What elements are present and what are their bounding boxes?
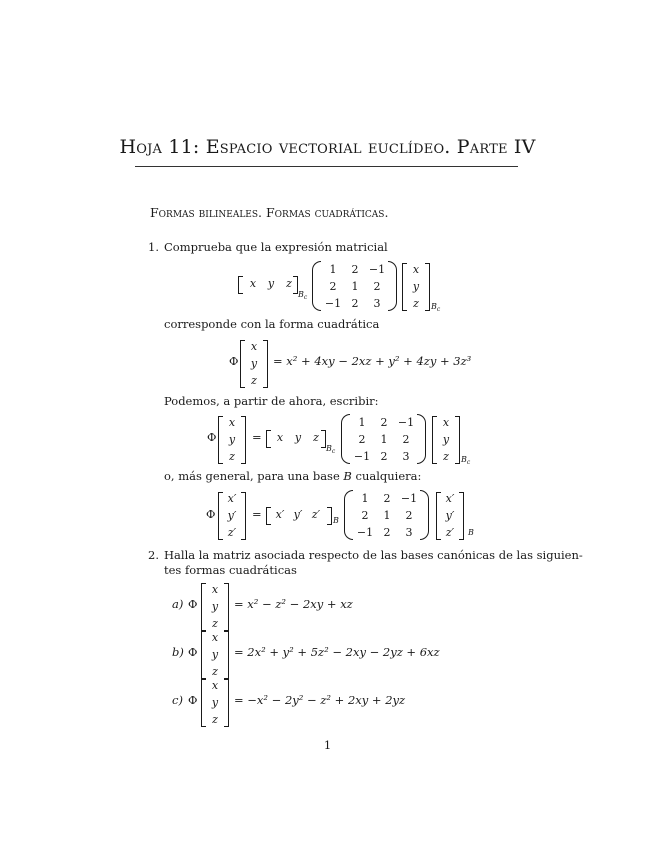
- coefficient-matrix: [322, 261, 388, 312]
- vector-entry: z: [251, 374, 257, 387]
- vector-entry: z: [443, 450, 449, 463]
- bracket-right: [263, 340, 268, 388]
- column-vector: [223, 490, 241, 541]
- problem-1-podemos: Podemos, a partir de ahora, escribir:: [164, 394, 379, 408]
- matrix-entry: −1: [356, 526, 374, 539]
- vector-entry: z: [229, 450, 235, 463]
- matrix-entry: 1: [361, 492, 369, 505]
- item-label: b): [172, 645, 184, 659]
- vector-entry: x: [442, 416, 450, 429]
- basis-label: $B_c$: [461, 455, 471, 466]
- matrix-entry: 2: [383, 492, 391, 505]
- phi-symbol: Φ: [188, 693, 198, 707]
- problem-1-general: o, más general, para una base B cualquiera:: [164, 469, 422, 483]
- vector-entry: x: [250, 340, 258, 353]
- section-title: Formas bilineales. Formas cuadráticas.: [150, 205, 389, 220]
- matrix-entry: 2: [329, 280, 337, 293]
- matrix-entry: 1: [383, 509, 391, 522]
- column-vector: [441, 490, 459, 541]
- paren-left: [344, 490, 353, 540]
- vector-entry: y: [267, 277, 275, 290]
- vector-entry: y: [412, 280, 420, 293]
- column-vector: [437, 414, 455, 465]
- matrix-entry: −1: [397, 416, 415, 429]
- title-rule: [135, 166, 518, 167]
- matrix-entry: 2: [373, 280, 381, 293]
- basis-label: $B_c$: [298, 290, 308, 301]
- vector-entry: y′: [227, 509, 237, 522]
- basis-label: $B_c$: [431, 302, 441, 313]
- paren-left: [341, 414, 350, 464]
- bracket-right: [241, 416, 246, 464]
- phi-symbol: Φ: [229, 354, 239, 368]
- item-expression: = −x² − 2y² − z² + 2xy + 2yz: [234, 693, 406, 707]
- item-label: c): [172, 693, 183, 707]
- vector-entry: z′: [311, 508, 321, 521]
- vector-entry: z′: [445, 526, 455, 539]
- vector-entry: z: [286, 277, 292, 290]
- matrix-entry: 2: [361, 509, 369, 522]
- problem-2-intro-line1: Halla la matriz asociada respecto de las bases canónicas de las siguien-: [164, 548, 583, 562]
- vector-entry: x′: [445, 492, 455, 505]
- matrix-entry: 3: [373, 297, 381, 310]
- equals-sign: =: [252, 430, 262, 444]
- vector-entry: y: [250, 357, 258, 370]
- paren-right: [388, 261, 397, 311]
- matrix-entry: 3: [405, 526, 413, 539]
- phi-symbol: Φ: [188, 597, 198, 611]
- phi-symbol: Φ: [188, 645, 198, 659]
- equals-sign: =: [252, 507, 262, 521]
- bracket-right: [455, 416, 460, 464]
- matrix-entry: 2: [383, 526, 391, 539]
- matrix-entry: 2: [351, 297, 359, 310]
- vector-entry: x: [228, 416, 236, 429]
- matrix-entry: 2: [405, 509, 413, 522]
- paren-right: [420, 490, 429, 540]
- paren-left: [312, 261, 321, 311]
- problem-2-number: 2.: [148, 548, 159, 562]
- matrix-entry: 2: [402, 433, 410, 446]
- vector-entry: z: [212, 617, 218, 630]
- vector-entry: y: [211, 648, 219, 661]
- vector-entry: y: [442, 433, 450, 446]
- row-vector: [244, 275, 298, 292]
- basis-label: B: [333, 516, 339, 525]
- matrix-entry: 2: [351, 263, 359, 276]
- coefficient-matrix: [351, 414, 417, 465]
- row-vector: [271, 429, 325, 446]
- matrix-entry: −1: [324, 297, 342, 310]
- bracket-right: [224, 631, 229, 679]
- vector-entry: x: [249, 277, 257, 290]
- matrix-entry: −1: [368, 263, 386, 276]
- column-vector: [223, 414, 241, 465]
- coefficient-matrix: [354, 490, 420, 541]
- bracket-right: [241, 492, 246, 540]
- column-vector: [407, 261, 425, 312]
- matrix-entry: 2: [380, 450, 388, 463]
- bracket-right: [425, 263, 430, 311]
- vector-entry: x′: [275, 508, 285, 521]
- vector-entry: z: [212, 713, 218, 726]
- vector-entry: y′: [445, 509, 455, 522]
- vector-entry: y′: [293, 508, 303, 521]
- phi-symbol: Φ: [207, 430, 217, 444]
- item-expression: = 2x² + y² + 5z² − 2xy − 2yz + 6xz: [234, 645, 440, 659]
- vector-entry: x: [412, 263, 420, 276]
- problem-1-corresponds: corresponde con la forma cuadrática: [164, 317, 380, 331]
- matrix-entry: 1: [380, 433, 388, 446]
- vector-entry: y: [228, 433, 236, 446]
- column-vector: [206, 581, 224, 632]
- vector-entry: x′: [227, 492, 237, 505]
- quadratic-form: = x² + 4xy − 2xz + y² + 4zy + 3z³: [273, 354, 472, 368]
- basis-label: $B_c$: [326, 444, 336, 455]
- problem-1-number: 1.: [148, 240, 159, 254]
- page-title: Hoja 11: Espacio vectorial euclídeo. Parte IV: [119, 136, 536, 158]
- bracket-right: [224, 679, 229, 727]
- vector-entry: y: [211, 696, 219, 709]
- vector-entry: y: [211, 600, 219, 613]
- vector-entry: x: [211, 631, 219, 644]
- vector-entry: z: [313, 431, 319, 444]
- vector-entry: z′: [227, 526, 237, 539]
- item-label: a): [172, 597, 184, 611]
- matrix-entry: 1: [358, 416, 366, 429]
- row-vector: [271, 506, 325, 523]
- matrix-entry: 2: [358, 433, 366, 446]
- bracket-right: [224, 583, 229, 631]
- matrix-entry: 1: [351, 280, 359, 293]
- bracket-right: [327, 507, 332, 525]
- phi-symbol: Φ: [206, 507, 216, 521]
- matrix-entry: −1: [400, 492, 418, 505]
- problem-2-intro-line2: tes formas cuadráticas: [164, 563, 297, 577]
- vector-entry: z: [413, 297, 419, 310]
- vector-entry: y: [294, 431, 302, 444]
- column-vector: [206, 629, 224, 680]
- basis-label: B: [468, 528, 474, 537]
- bracket-right: [459, 492, 464, 540]
- matrix-entry: 3: [402, 450, 410, 463]
- column-vector: [206, 677, 224, 728]
- vector-entry: x: [211, 583, 219, 596]
- problem-1-intro: Comprueba que la expresión matricial: [164, 240, 388, 254]
- paren-right: [417, 414, 426, 464]
- bracket-left: [238, 276, 243, 294]
- vector-entry: z: [212, 665, 218, 678]
- page-number: 1: [323, 738, 332, 752]
- matrix-entry: 2: [380, 416, 388, 429]
- column-vector: [245, 338, 263, 389]
- vector-entry: x: [211, 679, 219, 692]
- matrix-entry: −1: [353, 450, 371, 463]
- item-expression: = x² − z² − 2xy + xz: [234, 597, 353, 611]
- matrix-entry: 1: [329, 263, 337, 276]
- vector-entry: x: [276, 431, 284, 444]
